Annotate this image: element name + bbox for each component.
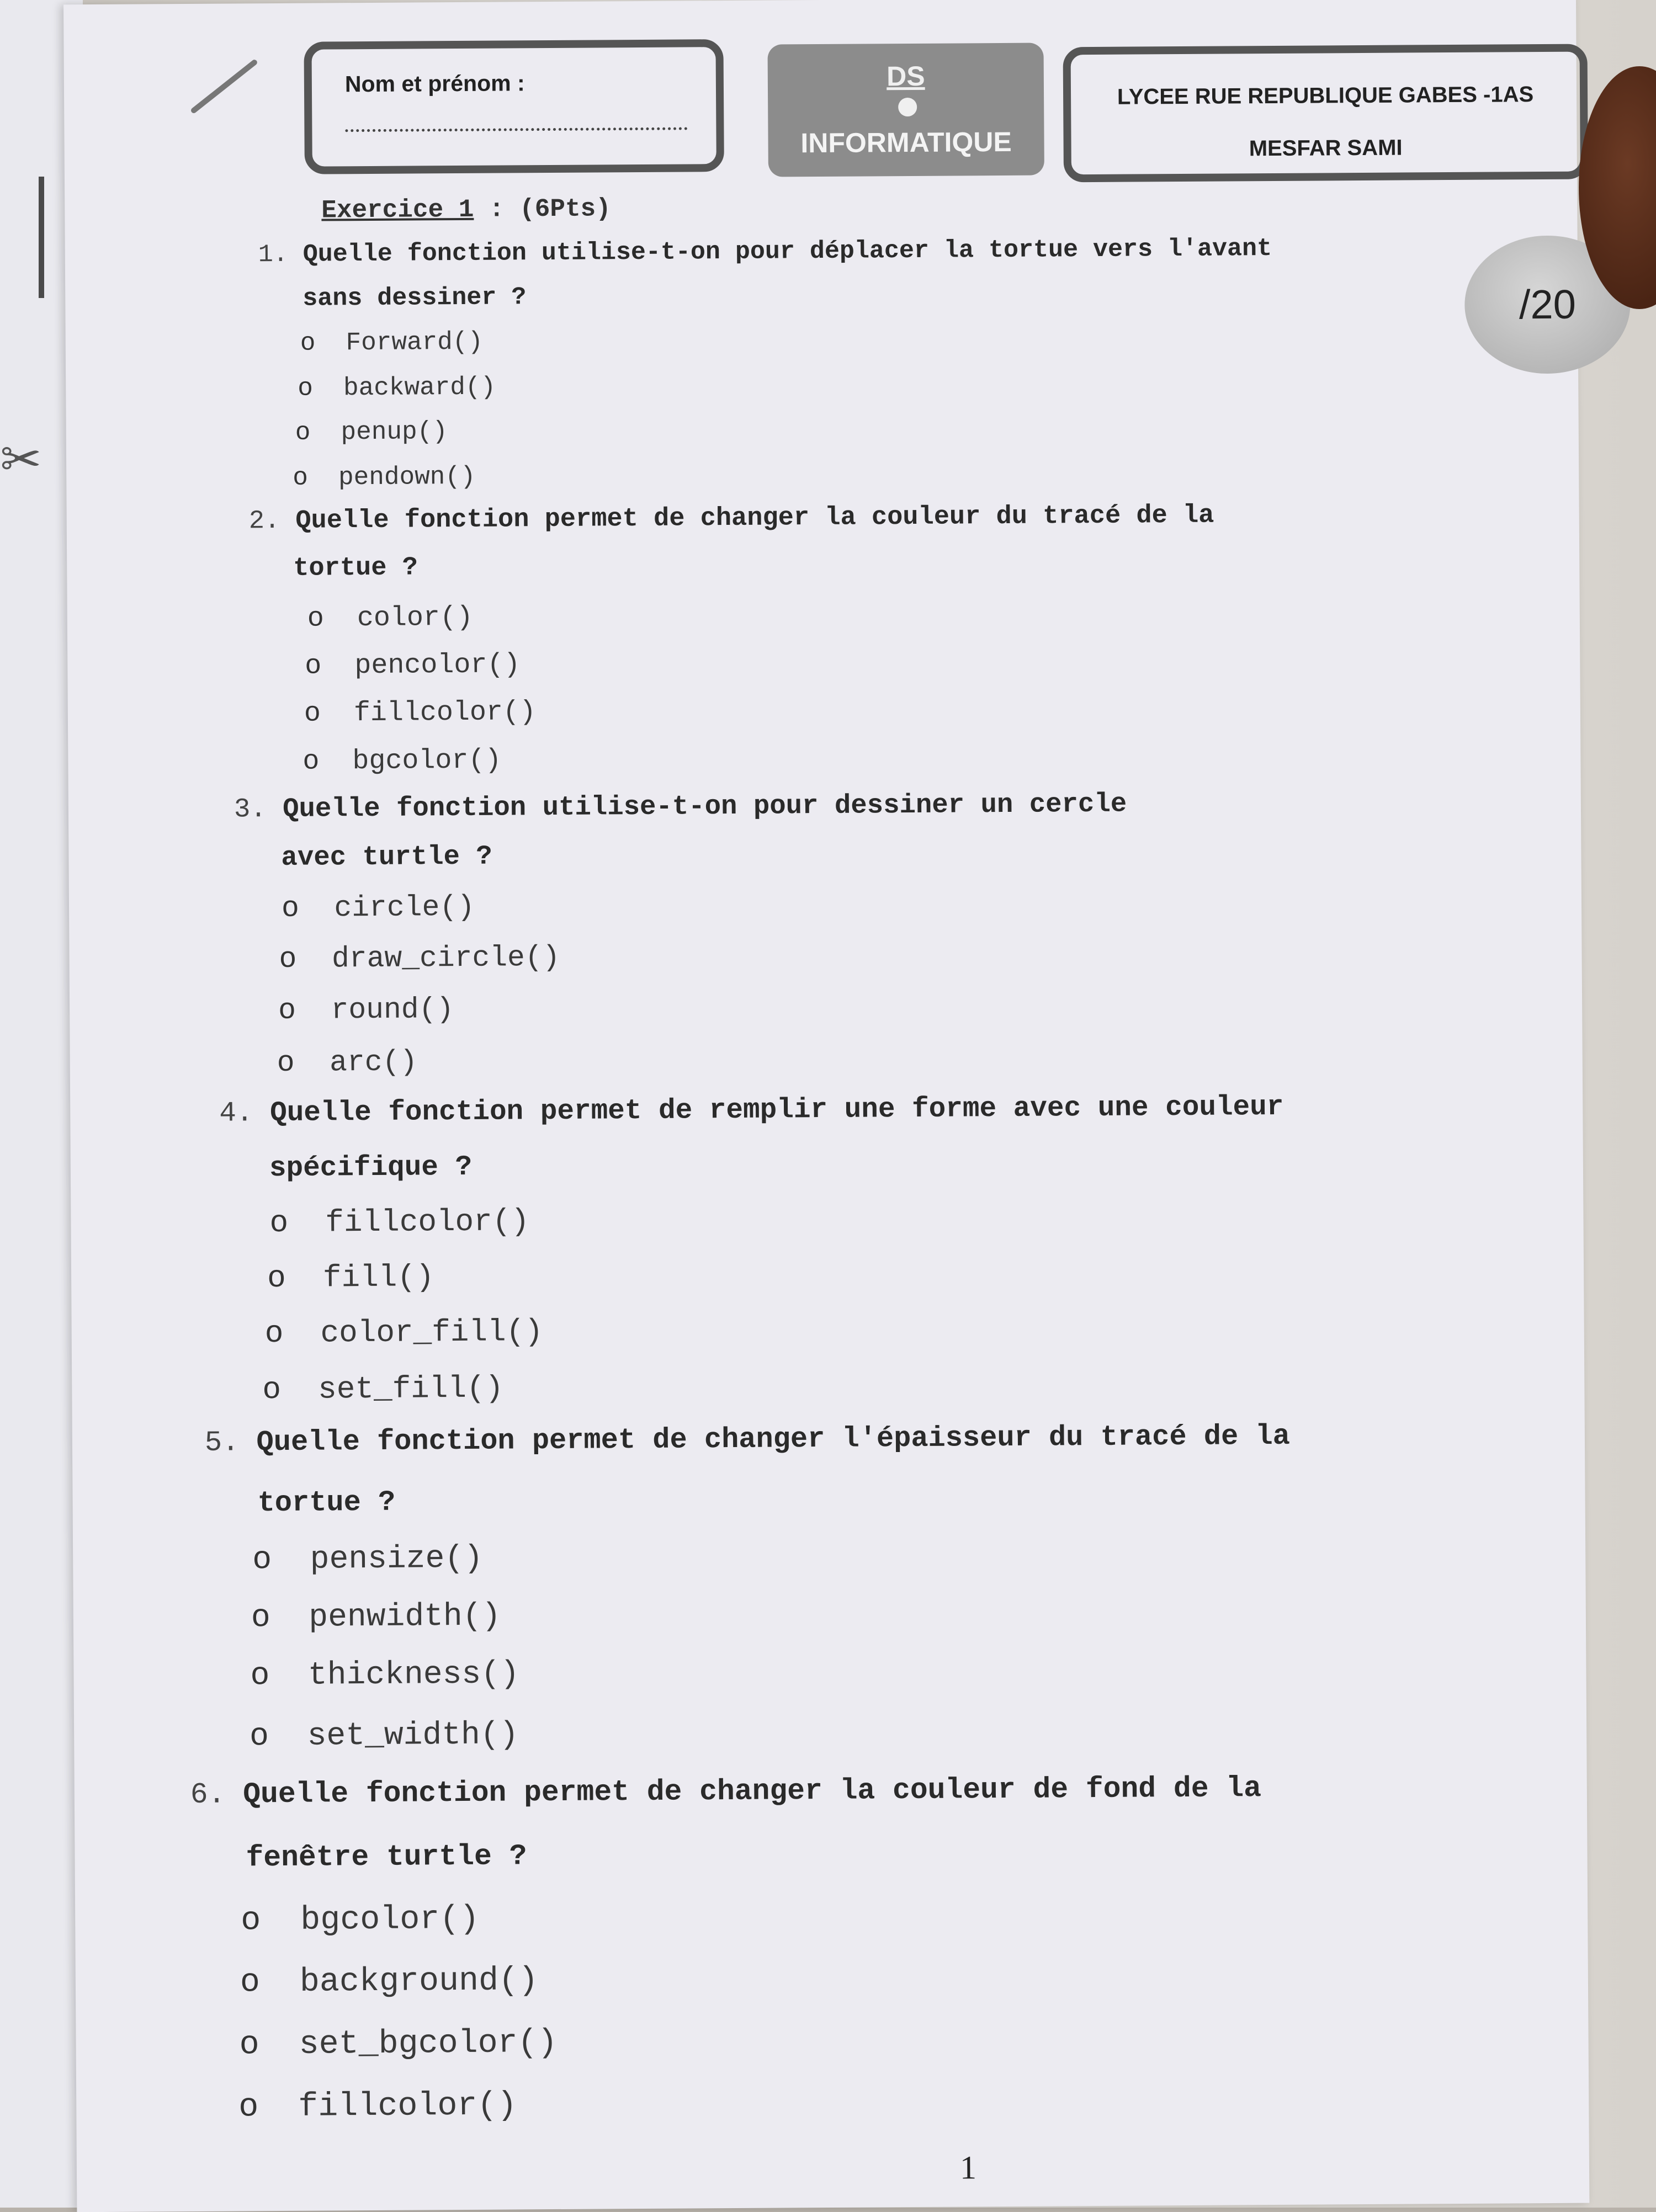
bullet-icon: o — [239, 2026, 259, 2064]
question-4-number: 4. — [219, 1098, 253, 1130]
name-label: Nom et prénom : — [344, 70, 525, 97]
option-4-3 — [265, 1314, 543, 1351]
option-6-1 — [241, 1901, 480, 1940]
bullet-icon: o — [262, 1372, 282, 1408]
exam-sheet — [63, 0, 1589, 2212]
question-4-text-1: Quelle fonction permet de remplir une forme avec une couleur — [269, 1091, 1284, 1130]
option-1-3-label: penup() — [341, 417, 448, 447]
bullet-icon: o — [307, 603, 325, 635]
question-3-line-1 — [234, 789, 1127, 825]
option-3-1 — [282, 891, 475, 925]
option-5-3-label: thickness() — [307, 1656, 520, 1694]
option-4-1-label: fillcolor() — [325, 1204, 530, 1241]
bullet-icon: o — [302, 746, 320, 778]
option-4-3-label: color_fill() — [320, 1314, 544, 1351]
bullet-icon: o — [241, 1902, 261, 1940]
option-5-4 — [250, 1717, 519, 1754]
bullet-icon: o — [250, 1658, 270, 1694]
question-6-number: 6. — [190, 1778, 226, 1812]
question-1-line-1 — [258, 235, 1272, 269]
option-1-1 — [300, 328, 484, 358]
bullet-icon: o — [252, 1542, 272, 1578]
exercise-points: (6Pts) — [519, 194, 611, 224]
exercise-separator: : — [474, 195, 520, 224]
bullet-icon: o — [281, 891, 300, 925]
bullet-icon: o — [304, 698, 321, 730]
question-1-line-2: sans dessiner ? — [302, 283, 527, 313]
option-6-3 — [239, 2024, 558, 2064]
score-text: /20 — [1519, 281, 1577, 328]
exercise-title: Exercice 1 — [321, 195, 474, 225]
bullet-icon: o — [240, 1964, 261, 2002]
option-2-1 — [307, 602, 473, 635]
option-1-4-label: pendown() — [338, 462, 476, 492]
bullet-icon: o — [264, 1315, 284, 1352]
question-2-number: 2. — [248, 506, 280, 536]
question-2-line-1 — [249, 501, 1214, 536]
option-3-3-label: round() — [331, 993, 454, 1027]
option-2-2 — [305, 649, 520, 682]
bullet-icon: o — [251, 1600, 270, 1636]
question-5-line-2: tortue ? — [257, 1486, 396, 1520]
option-5-1 — [252, 1541, 483, 1578]
logo-person-icon — [898, 98, 917, 116]
question-4-line-2: spécifique ? — [269, 1151, 473, 1185]
question-3-number: 3. — [233, 794, 267, 825]
option-2-3-label: fillcolor() — [353, 696, 537, 730]
option-3-2 — [279, 941, 560, 976]
option-4-1 — [269, 1204, 529, 1241]
bullet-icon: o — [295, 418, 311, 447]
option-5-1-label: pensize() — [310, 1540, 484, 1578]
teacher-name: MESFAR SAMI — [1249, 135, 1403, 161]
question-5-line-1 — [205, 1420, 1290, 1459]
option-6-2-label: background() — [299, 1962, 539, 2001]
binding-mark — [39, 177, 44, 298]
question-3-line-2: avec turtle ? — [281, 841, 492, 873]
ds-informatique-logo — [767, 43, 1044, 177]
option-3-4 — [277, 1045, 418, 1080]
option-3-3 — [278, 993, 454, 1027]
bullet-icon: o — [305, 650, 322, 682]
school-name: LYCEE RUE REPUBLIQUE GABES -1AS — [1117, 82, 1534, 109]
page-number: 1 — [959, 2149, 977, 2186]
logo-informatique-text: INFORMATIQUE — [800, 126, 1012, 159]
option-1-2-label: backward() — [343, 373, 496, 403]
option-3-2-label: draw_circle() — [331, 940, 560, 976]
option-5-4-label: set_width() — [307, 1717, 519, 1754]
option-2-3 — [304, 696, 536, 730]
option-2-1-label: color() — [357, 602, 474, 635]
school-box — [1063, 44, 1588, 183]
option-1-4 — [293, 462, 476, 492]
logo-ds-text: DS — [886, 60, 925, 92]
option-3-4-label: arc() — [329, 1045, 418, 1080]
option-4-4 — [262, 1371, 503, 1408]
bullet-icon: o — [278, 993, 296, 1028]
bullet-icon: o — [279, 942, 297, 976]
name-dotted-line — [345, 127, 687, 132]
question-4-line-1 — [219, 1092, 1283, 1130]
bullet-icon: o — [277, 1046, 295, 1080]
option-2-2-label: pencolor() — [354, 649, 521, 682]
option-3-1-label: circle() — [334, 890, 475, 925]
bullet-icon: o — [267, 1260, 286, 1296]
option-5-2-label: penwidth() — [309, 1598, 501, 1636]
option-6-4-label: fillcolor() — [298, 2087, 517, 2126]
question-6-line-1 — [190, 1772, 1261, 1811]
bullet-icon: o — [250, 1719, 269, 1755]
option-6-3-label: set_bgcolor() — [299, 2024, 558, 2064]
question-6-text-1: Quelle fonction permet de changer la couleur de fond de la — [243, 1772, 1262, 1811]
option-6-1-label: bgcolor() — [300, 1900, 480, 1939]
option-5-3 — [250, 1656, 519, 1694]
scissors-icon: ✂ — [0, 430, 42, 488]
bullet-icon: o — [269, 1205, 289, 1241]
option-4-4-label: set_fill() — [317, 1370, 504, 1407]
bullet-icon: o — [298, 374, 314, 403]
exercise-heading — [321, 194, 611, 225]
pen-mark — [190, 59, 258, 114]
option-6-4 — [238, 2087, 517, 2126]
question-6-line-2: fenêtre turtle ? — [246, 1839, 527, 1875]
option-5-2 — [251, 1599, 501, 1636]
option-6-2 — [240, 1962, 539, 2001]
question-5-number: 5. — [204, 1426, 240, 1459]
option-1-3 — [295, 417, 448, 447]
question-1-text-1: Quelle fonction utilise-t-on pour déplacer la tortue vers l'avant — [302, 235, 1272, 269]
bullet-icon: o — [293, 463, 309, 492]
option-2-4-label: bgcolor() — [352, 745, 502, 778]
option-2-4 — [302, 745, 501, 778]
question-2-line-2: tortue ? — [293, 553, 418, 583]
question-2-text-1: Quelle fonction permet de changer la couleur du tracé de la — [295, 501, 1214, 536]
question-3-text-1: Quelle fonction utilise-t-on pour dessiner un cercle — [282, 788, 1127, 825]
option-1-1-label: Forward() — [346, 327, 484, 358]
question-5-text-1: Quelle fonction permet de changer l'épaisseur du tracé de la — [256, 1419, 1291, 1459]
bullet-icon: o — [300, 328, 316, 358]
option-1-2 — [298, 373, 496, 403]
name-box — [304, 39, 724, 174]
bullet-icon: o — [238, 2088, 259, 2126]
option-4-2-label: fill() — [322, 1259, 434, 1296]
option-4-2 — [267, 1259, 434, 1296]
question-1-number: 1. — [258, 240, 288, 269]
